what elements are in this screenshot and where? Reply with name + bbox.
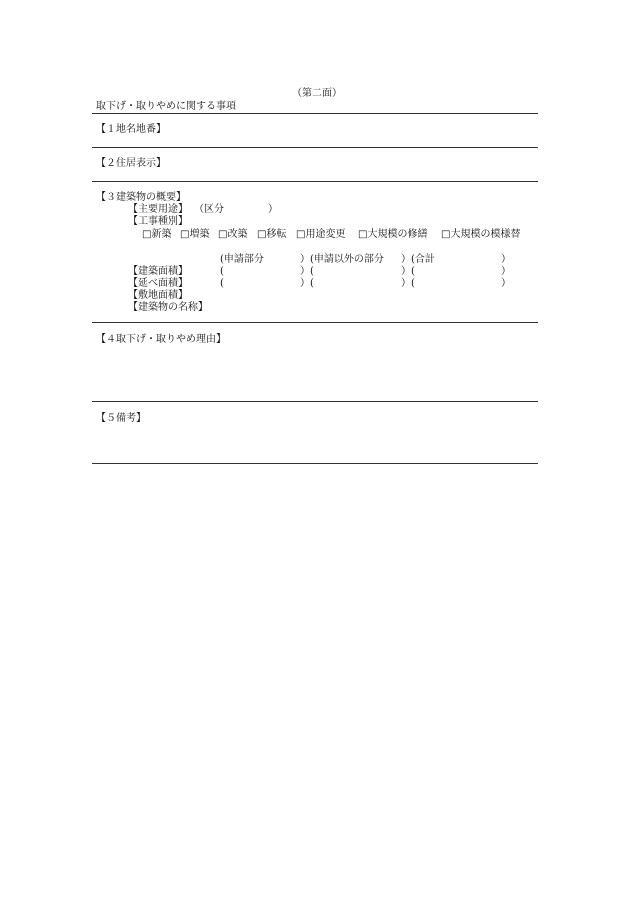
work-type-use-change: □用途変更 <box>296 229 346 240</box>
work-type-new: □新築 <box>142 229 172 240</box>
work-type-major-remodel: □大規模の模様替 <box>441 229 521 240</box>
section-residence-address: 【２住居表示】 <box>96 158 166 169</box>
divider-3 <box>92 322 538 323</box>
building-area-label: 【建築面積】 <box>128 266 188 277</box>
building-area-end: ） <box>501 266 511 277</box>
floor-area-end: ） <box>501 278 511 289</box>
work-type-label: 【工事種別】 <box>128 216 188 227</box>
col-other: ）(申請以外の部分 <box>300 254 384 265</box>
main-use-close: ） <box>268 204 278 215</box>
col-end: ） <box>501 254 511 265</box>
section-lot-number: 【１地名地番】 <box>96 124 166 135</box>
col-applied: (申請部分 <box>220 254 264 265</box>
floor-area-open: ( <box>220 278 224 289</box>
col-total: ）(合計 <box>401 254 435 265</box>
section-building-overview: 【３建築物の概要】 <box>96 192 186 203</box>
work-type-rebuild: □改築 <box>218 229 248 240</box>
building-area-mid1: ）( <box>300 266 314 277</box>
section-remarks: 【５備考】 <box>96 413 146 424</box>
building-area-open: ( <box>220 266 224 277</box>
work-type-major-repair: □大規模の修繕 <box>358 229 428 240</box>
divider-1 <box>92 147 538 148</box>
floor-area-label: 【延べ面積】 <box>128 278 188 289</box>
work-type-relocation: □移転 <box>257 229 287 240</box>
floor-area-mid2: ）( <box>401 278 415 289</box>
building-name-label: 【建築物の名称】 <box>128 302 208 313</box>
work-type-extension: □増築 <box>180 229 210 240</box>
divider-2 <box>92 181 538 182</box>
divider-bottom <box>92 463 538 464</box>
building-area-mid2: ）( <box>401 266 415 277</box>
page-label: （第二面） <box>292 88 342 99</box>
main-use-label: 【主要用途】 <box>128 204 188 215</box>
divider-4 <box>92 401 538 402</box>
section-withdrawal-reason: 【４取下げ・取りやめ理由】 <box>96 334 226 345</box>
floor-area-mid1: ）( <box>300 278 314 289</box>
form-title: 取下げ・取りやめに関する事項 <box>96 101 236 112</box>
divider-top <box>92 113 538 114</box>
site-area-label: 【敷地面積】 <box>128 290 188 301</box>
main-use-kubun: （区分 <box>194 204 224 215</box>
